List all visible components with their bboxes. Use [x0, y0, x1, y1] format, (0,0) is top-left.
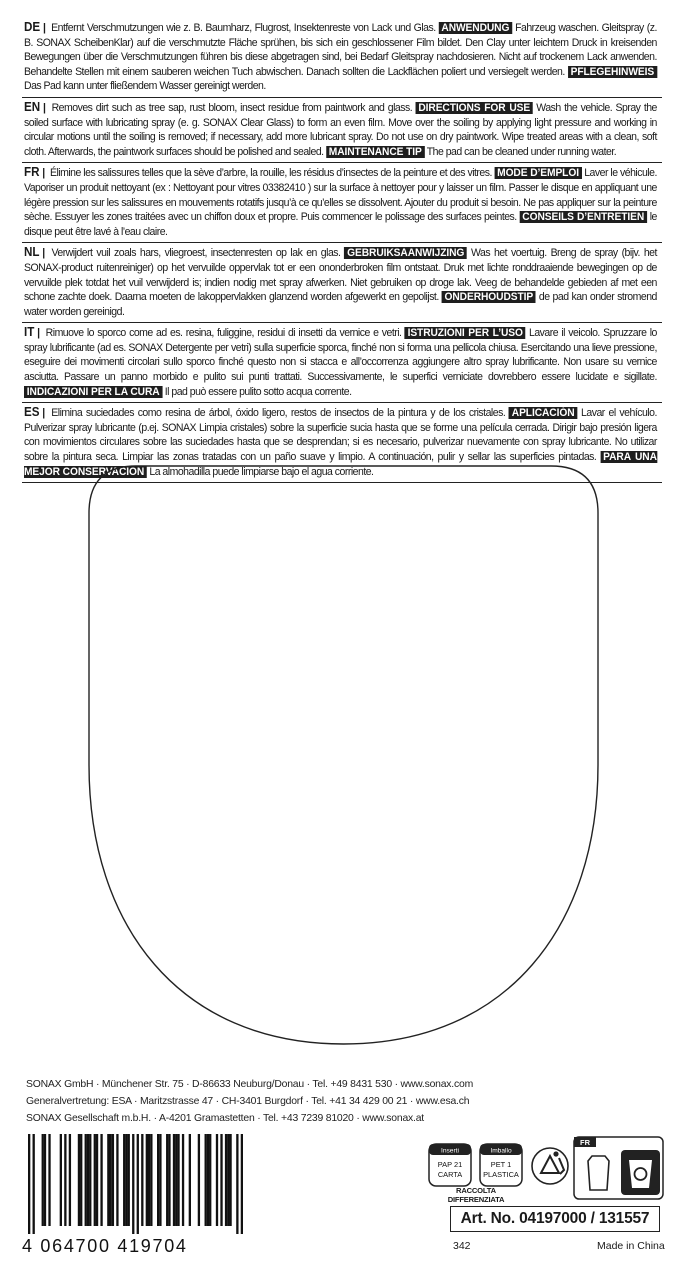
svg-text:PLASTICA: PLASTICA [483, 1170, 519, 1179]
barcode-bar [116, 1134, 118, 1226]
barcode-bar [85, 1134, 87, 1226]
barcode-bar [100, 1134, 102, 1226]
svg-text:Inserti: Inserti [441, 1147, 459, 1155]
directions-label: ANWENDUNG [439, 22, 513, 34]
barcode-bar [175, 1134, 177, 1226]
section-es: ES | Elimina suciedades como resina de árbol, óxido ligero, restos de insectos de la pintura y de los cristales. APLICACIÓN Lavar el vehículo. Pulverizar spray lubricante (p.ej. SONAX Limpia cristales) sobre la superficie sucia hasta que se forme una película cerrada. Dirigir bajo presión ligera con movimientos circulares sobre las suciedades hasta que se desprendan; si es necesario, pulverizar nuevamente con spray lubricante. No utilizar sobre la pintura seca. Limpiar las zonas tratadas con un paño suave y limpio. A continuación, pulir y sellar las superficies pintadas. PARA UNA MEJOR CONSERVACIÓN La almohadilla puede limpiarse bajo el agua corriente. [22, 403, 662, 483]
directions-label: GEBRUIKSAANWIJZING [344, 247, 467, 259]
directions-label: MODE D’EMPLOI [494, 167, 581, 179]
tidyman-recycle-icon [532, 1148, 568, 1184]
barcode-bar [148, 1134, 150, 1226]
barcode-bar [177, 1134, 179, 1226]
barcode-bar [28, 1134, 30, 1234]
barcode-bar [80, 1134, 82, 1226]
language-code: NL [24, 245, 40, 260]
address-line-ch: Generalvertretung: ESA · Maritzstrasse 47 · CH-3401 Burgdorf · Tel. +41 34 429 00 21 · www.esa.ch [26, 1096, 470, 1107]
recycle-box-carta [429, 1144, 471, 1186]
directions-text: Was het voertuig. Breng de spray (bijv. het SONAX-product ruitenreiniger) op het vervuilde oppervlak tot er een ononderbroken film ontstaat. Druk met lichte ronddraaiende bewegingen op de vervuilde plek totdat het vuil verwijderd is; indien nodig met spray afwerken. Niet gebruiken op droge lak. Veeg de behandelde gebieden af met een schone zachte doek. Daarna moeten de lakoppervlakken glanzend worden afgewerkt en gepolijst. [24, 247, 657, 304]
section-nl: NL | Verwijdert vuil zoals hars, vliegroest, insectenresten op lak en glas. GEBRUIKSAANWIJZING Was het voertuig. Breng de spray (bijv. het SONAX-product ruitenreiniger) op het vervuilde oppervlak tot er een ononderbroken film ontstaat. Druk met lichte ronddraaiende bewegingen op de vervuilde plek totdat het vuil verwijderd is; indien nodig met spray afwerken. Niet gebruiken op droge lak. Veeg de behandelde gebieden af met een schone zachte doek. Daarna moeten de lakoppervlakken glanzend worden afgewerkt en gepolijst. ONDERHOUDSTIP de pad kan onder stromend water worden gereinigd. [22, 243, 662, 323]
barcode-bar [236, 1134, 238, 1234]
barcode-bar [60, 1134, 62, 1226]
care-label: PARA UNA MEJOR CONSERVACIÓN [24, 451, 657, 478]
care-label: ONDERHOUDSTIP [442, 291, 536, 303]
care-label: MAINTENANCE TIP [326, 146, 425, 158]
barcode-bar [182, 1134, 184, 1226]
print-code: 342 [453, 1240, 471, 1252]
section-fr: FR | Élimine les salissures telles que la sève d’arbre, la rouille, les résidus d’insectes de la peinture et des vitres. MODE D’EMPLOI Laver le véhicule. Vaporiser un produit nettoyant (ex : Nettoyant pour vitres 03382410 ) sur la surface à nettoyer pour y laisser un film. Passer le disque en appliquant une légère pression sur les salissures en mouvements rotatifs jusqu’à ce qu’elles se dissolvent. Ajouter du produit si besoin. Ne pas appliquer sur la peinture sèche. Essuyer les zones traitées avec un chiffon doux et propre. Puis commencer le polissage des surfaces peintes. CONSEILS D’ENTRETIEN le disque peut être lavé à l’eau claire. [22, 163, 662, 243]
product-window-outline [88, 465, 599, 1045]
description-text: Elimina suciedades como resina de árbol, óxido ligero, restos de insectos de la pintura y de los cristales. [51, 407, 506, 420]
address-line-de: SONAX GmbH · Münchener Str. 75 · D-86633 Neuburg/Donau · Tel. +49 8431 530 · www.sonax.com [26, 1079, 474, 1090]
recycle-box-plastica [480, 1144, 522, 1186]
directions-label: DIRECTIONS FOR USE [416, 102, 533, 114]
description-text: Verwijdert vuil zoals hars, vliegroest, insectenresten op lak en glas. [51, 247, 341, 260]
care-text: The pad can be cleaned under running water. [426, 145, 617, 158]
barcode-bar [94, 1134, 96, 1226]
barcode-bar [141, 1134, 143, 1226]
barcode-bar [146, 1134, 148, 1226]
barcode-bar [229, 1134, 231, 1226]
language-code: DE [24, 20, 41, 34]
barcode-bar [48, 1134, 50, 1226]
origin-label: Made in China [597, 1240, 665, 1252]
directions-text: Wash the vehicle. Spray the soiled surface with lubricating spray (e. g. SONAX Clear Glass) to form an even film. Move over the soiling by applying light pressure and working in circular motions until the soiling is removed; if necessary, add more lubricant spray. Do not use on dry paintwork. Wipe treated areas with a clean, soft cloth. Afterwards, the paintwork surfaces should be polished and sealed. [24, 101, 657, 158]
barcode-bar [125, 1134, 127, 1226]
svg-text:FR: FR [580, 1138, 590, 1147]
barcode-bar [241, 1134, 243, 1234]
address-line-at: SONAX Gesellschaft m.b.H. · A-4201 Gramastetten · Tel. +43 7239 81020 · www.sonax.at [26, 1113, 424, 1124]
directions-label: APLICACIÓN [509, 407, 577, 419]
care-text: Il pad può essere pulito sotto acqua corrente. [164, 385, 352, 398]
svg-text:CARTA: CARTA [437, 1170, 463, 1179]
barcode-bar [225, 1134, 227, 1226]
barcode-bar [220, 1134, 222, 1226]
care-label: PFLEGEHINWEIS [568, 66, 657, 78]
description-text: Removes dirt such as tree sap, rust bloom, insect residue from paintwork and glass. [51, 101, 413, 114]
barcode-bar [132, 1134, 134, 1234]
barcode-bar [78, 1134, 80, 1226]
barcode-bar [107, 1134, 109, 1226]
barcode-bar [69, 1134, 71, 1226]
barcode-digits: 4 064700 419704 [22, 1236, 188, 1256]
language-code: FR [24, 165, 40, 180]
barcode-bar [157, 1134, 159, 1226]
barcode-bar [150, 1134, 152, 1226]
barcode-bar [123, 1134, 125, 1226]
care-text: La almohadilla puede limpiarse bajo el agua corriente. [149, 465, 374, 478]
care-text: Das Pad kann unter fließendem Wasser gereinigt werden. [24, 80, 266, 93]
care-label: CONSEILS D’ENTRETIEN [520, 211, 647, 223]
directions-text: Fahrzeug waschen. Gleitspray (z. B. SONAX ScheibenKlar) auf die verschmutzte Fläche sprühen, bis sich ein geschlossener Film bildet. Den Clay unter leichtem Druck in kreisenden Bewegungen über die Verschmutzungen führen bis diese abgetragen sind, bei Bedarf Gleitspray nachdosieren. Nicht auf trockenem Lack anwenden. Behandelte Stellen mit einem sauberen weichen Tuch abwischen. Danach sollten die Lackflächen poliert und versiegelt werden. [24, 22, 657, 78]
recycling-caption: RACCOLTA DIFFERENZIATA [447, 1186, 505, 1204]
barcode-bar [96, 1134, 98, 1226]
barcode-bar [166, 1134, 168, 1226]
svg-text:PAP 21: PAP 21 [437, 1160, 463, 1169]
language-code: ES [24, 405, 40, 420]
article-number-box [450, 1206, 660, 1232]
directions-label: ISTRUZIONI PER L’USO [405, 327, 526, 339]
barcode-bar [216, 1134, 218, 1226]
svg-text:Imballo: Imballo [490, 1147, 512, 1155]
barcode-bar [168, 1134, 170, 1226]
barcode-bar [64, 1134, 66, 1226]
barcode-bar [137, 1134, 139, 1234]
section-de: DE | Entfernt Verschmutzungen wie z. B. Baumharz, Flugrost, Insektenreste von Lack und Glas. ANWENDUNG Fahrzeug waschen. Gleitspray (z. B. SONAX ScheibenKlar) auf die verschmutzte Fläche sprühen, bis sich ein geschlossener Film bildet. Den Clay unter leichtem Druck in kreisenden Bewegungen über die Verschmutzungen führen bis diese abgetragen sind, bei Bedarf Gleitspray nachdosieren. Nicht auf trockenem Lack anwenden. Behandelte Stellen mit einem sauberen weichen Tuch abwischen. Danach sollten die Lackflächen poliert und versiegelt werden. PFLEGEHINWEIS Das Pad kann unter fließendem Wasser gereinigt werden. [22, 18, 662, 98]
barcode-bar [42, 1134, 44, 1226]
barcode-bar [112, 1134, 114, 1226]
description-text: Rimuove lo sporco come ad es. resina, fuliggine, residui di insetti da vernice e vetri. [45, 327, 402, 340]
section-en: EN | Removes dirt such as tree sap, rust bloom, insect residue from paintwork and glass. DIRECTIONS FOR USE Wash the vehicle. Spray the soiled surface with lubricating spray (e. g. SONAX Clear Glass) to form an even film. Move over the soiling by applying light pressure and working in circular motions until the soiling is removed; if necessary, add more lubricant spray. Do not use on dry paintwork. Wipe treated areas with a clean, soft cloth. Afterwards, the paintwork surfaces should be polished and sealed. MAINTENANCE TIP The pad can be cleaned under running water. [22, 98, 662, 163]
triman-fr-icon [574, 1137, 663, 1199]
barcode-bar [207, 1134, 209, 1226]
barcode-bar [198, 1134, 200, 1226]
description-text: Entfernt Verschmutzungen wie z. B. Baumharz, Flugrost, Insektenreste von Lack und Glas. [51, 22, 436, 34]
barcode-bar [209, 1134, 211, 1226]
svg-text:PET 1: PET 1 [490, 1160, 512, 1169]
barcode-bar [109, 1134, 111, 1226]
barcode-bar [227, 1134, 229, 1226]
article-number: Art. No. 04197000 / 131557 [460, 1210, 650, 1227]
barcode-bar [128, 1134, 130, 1226]
directions-text: Lavare il veicolo. Spruzzare lo spray lubrificante (ad es. SONAX Detergente per vetri) sulla superficie sporca, finché non si forma una pellicola chiusa. Esercitando una lieve pressione, eseguire dei movimenti circolari sullo sporco finché questo non si stacca e all’occorrenza aggiungere altro spray lubrificante. Non usare su vernice asciutta. Passare un panno morbido e pulito sui punti trattati. Successivamente, le superfici verniciate dovrebbero essere lucidate e sigillate. [24, 327, 657, 384]
barcode-bar [189, 1134, 191, 1226]
directions-text: Laver le véhicule. Vaporiser un produit nettoyant (ex : Nettoyant pour vitres 03382410 ) sur la surface à nettoyer pour y laisser un film. Passer le disque en appliquant une légère pression sur les salissures en mouvements rotatifs jusqu’à ce qu’elles se dissolvent. Ajouter du produit si besoin. Ne pas appliquer sur la peinture sèche. Essuyer les zones traitées avec un chiffon doux et propre. Puis commencer le polissage des surfaces peintes. [24, 167, 657, 224]
instructions-block [22, 18, 662, 483]
barcode-bar [173, 1134, 175, 1226]
barcode-bar [33, 1134, 35, 1234]
directions-text: Lavar el vehículo. Pulverizar spray lubricante (p.ej. SONAX Limpia cristales) sobre la superficie sucia hasta que se forme una película cerrada. Dirigir bajo presión ligera con movimientos circulares sobre las suciedades hasta que se desprendan; si es necesario, pulverizar nuevamente con spray lubricante. No utilizar sobre la pintura seca. Limpiar las zonas tratadas con un paño suave y limpio. A continuación, pulir y sellar las superficies pintadas. [24, 407, 657, 464]
care-label: INDICAZIONI PER LA CURA [24, 386, 162, 398]
section-it: IT | Rimuove lo sporco come ad es. resina, fuliggine, residui di insetti da vernice e vetri. ISTRUZIONI PER L’USO Lavare il veicolo. Spruzzare lo spray lubrificante (ad es. SONAX Detergente per vetri) sulla superficie sporca, finché non si forma una pellicola chiusa. Esercitando una lieve pressione, eseguire dei movimenti circolari sullo sporco finché questo non si stacca e all’occorrenza aggiungere altro spray lubrificante. Non usare su vernice asciutta. Passare un panno morbido e pulito sui punti trattati. Successivamente, le superfici verniciate dovrebbero essere lucidate e sigillate. INDICAZIONI PER LA CURA Il pad può essere pulito sotto acqua corrente. [22, 323, 662, 403]
barcode-bar [89, 1134, 91, 1226]
company-addresses [26, 1076, 473, 1127]
barcode-bar [87, 1134, 89, 1226]
language-code: EN [24, 99, 41, 114]
barcode-bar [159, 1134, 161, 1226]
language-code: IT [24, 325, 35, 340]
barcode-bar [44, 1134, 46, 1226]
care-text: le disque peut être lavé à l’eau claire. [24, 211, 657, 238]
description-text: Élimine les salissures telles que la sève d’arbre, la rouille, les résidus d’insectes de la peinture et des vitres. [49, 167, 492, 180]
care-text: de pad kan onder stromend water worden gereinigd. [24, 291, 657, 318]
barcode-bar [205, 1134, 207, 1226]
ean-barcode [28, 1134, 243, 1234]
